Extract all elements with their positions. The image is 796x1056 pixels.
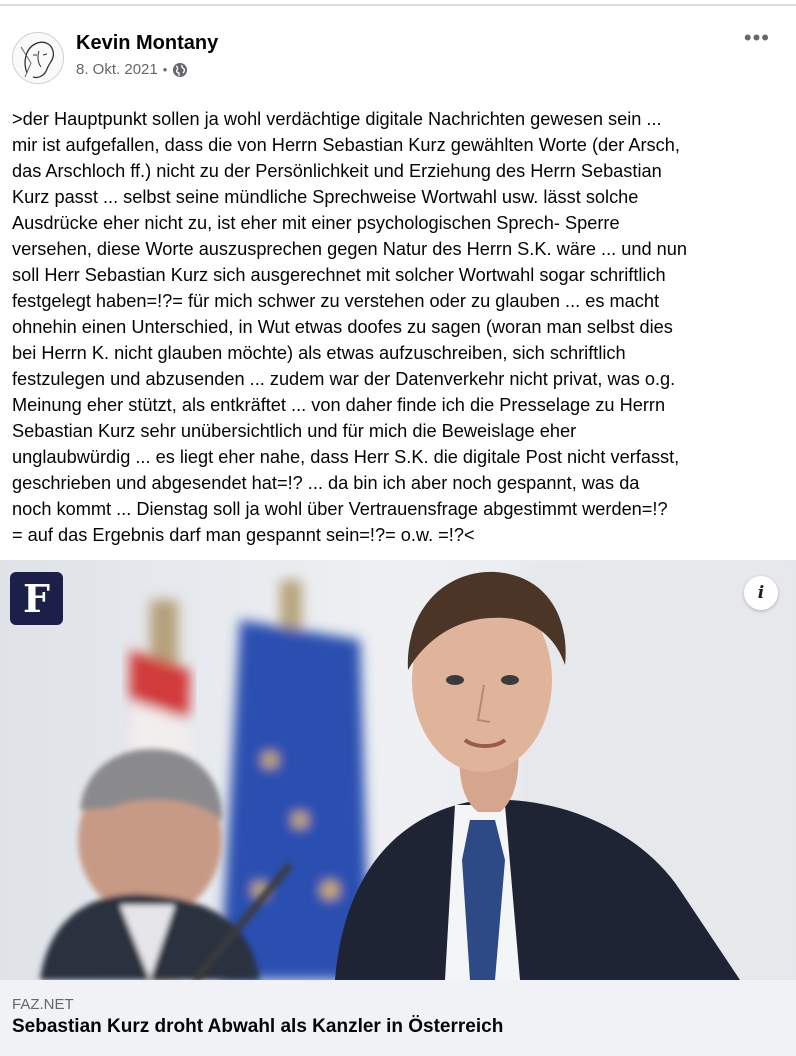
globe-icon[interactable]: [172, 62, 188, 78]
author-name[interactable]: Kevin Montany: [76, 32, 219, 54]
link-preview-meta[interactable]: [0, 980, 796, 1056]
press-photo: [0, 560, 796, 980]
avatar-sketch-icon: [13, 33, 64, 84]
author-avatar[interactable]: [12, 32, 64, 84]
link-preview-image[interactable]: [0, 560, 796, 980]
more-options-icon[interactable]: •••: [743, 25, 770, 50]
link-title[interactable]: Sebastian Kurz droht Abwahl als Kanzler in Österreich: [12, 1016, 504, 1037]
info-icon[interactable]: i: [744, 576, 778, 610]
post-body-text: >der Hauptpunkt sollen ja wohl verdächtige digitale Nachrichten gewesen sein ... mir ist aufgefallen, dass die von Herrn Sebastian Kurz gewählten Worte (der Arsch, das Arschloch ff.) nicht zu der Persönlichkeit und Erziehung des Herrn Sebastian Kurz passt ... selbst seine mündliche Sprechweise Wortwahl usw. lässt solche Ausdrücke eher nicht zu, ist eher mit einer psychologischen Sprech- Sperre versehen, diese Worte auszusprechen gegen Natur des Herrn S.K. wäre ... und nun soll Herr Sebastian Kurz sich ausgerechnet mit solcher Wortwahl sogar schriftlich festgelegt haben=!?= für mich schwer zu verstehen oder zu glauben ... es macht ohnehin einen Unterschied, in Wut etwas doofes zu sagen (woran man selbst dies bei Herrn K. nicht glauben möchte) als etwas aufzuschreiben, sich schriftlich festzulegen und abzusenden ... zudem war der Datenverkehr nicht privat, was o.g. Meinung eher stützt, als entkräftet ... von daher finde ich die Presselage zu Herrn Sebastian Kurz sehr unübersichtlich und für mich die Beweislage eher unglaubwürdig ... es liegt eher nahe, dass Herr S.K. die digitale Post nicht verfasst, geschrieben und abgesendet hat=!? ... da bin ich aber noch gespannt, was da noch kommt ... Dienstag soll ja wohl über Vertrauensfrage abgestimmt werden=!? = auf das Ergebnis darf man gespannt sein=!?= o.w. =!?<: [12, 109, 688, 545]
post-date[interactable]: 8. Okt. 2021: [76, 61, 158, 78]
post-header: [0, 14, 796, 94]
link-domain: FAZ.NET: [12, 996, 74, 1013]
faz-logo: F: [10, 572, 63, 625]
meta-separator: •: [162, 62, 168, 77]
post-meta: [76, 61, 188, 78]
top-divider: [0, 4, 796, 6]
